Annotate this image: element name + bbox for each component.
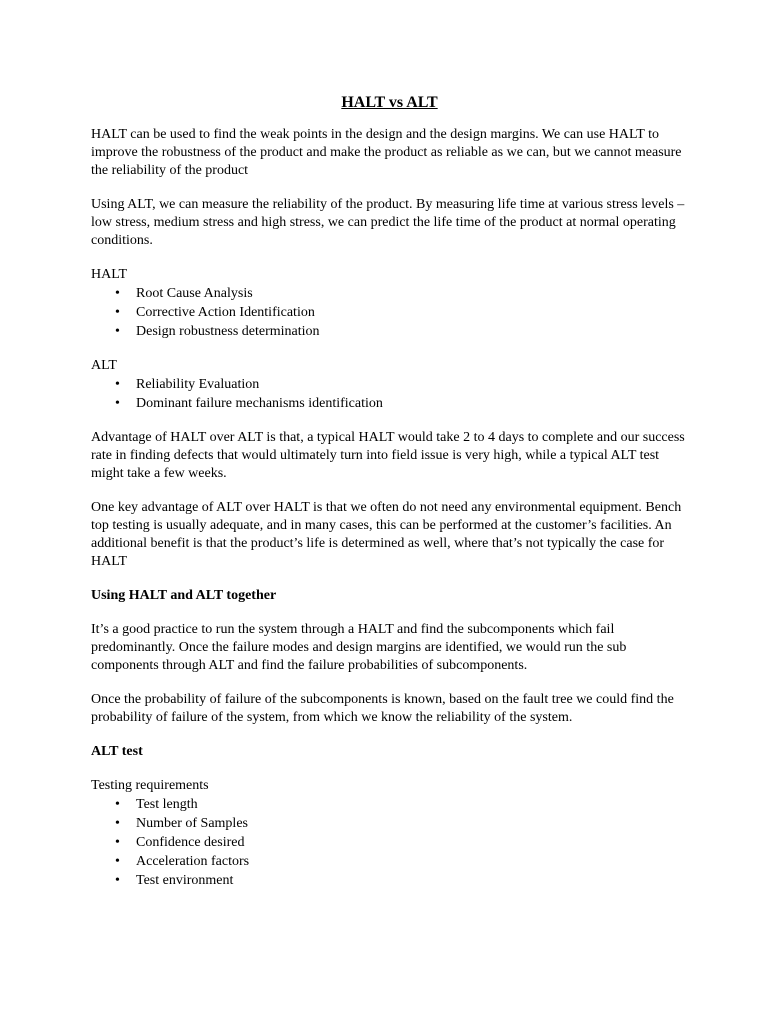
list-item-text: Test length bbox=[136, 797, 198, 812]
testing-requirements-list bbox=[91, 795, 688, 890]
list-item-text: Confidence desired bbox=[136, 835, 245, 850]
bullet-icon: • bbox=[115, 816, 120, 831]
alt-list bbox=[91, 375, 688, 413]
halt-list bbox=[91, 284, 688, 341]
bullet-icon: • bbox=[115, 854, 120, 869]
alt-test-heading: ALT test bbox=[91, 744, 143, 759]
list-item bbox=[115, 852, 688, 871]
together-paragraph-2: Once the probability of failure of the subcomponents is known, based on the fault tree we could find the probability of failure of the system, from which we know the reliability of the system. bbox=[91, 692, 674, 725]
list-item-text: Number of Samples bbox=[136, 816, 248, 831]
list-item bbox=[115, 322, 688, 341]
bullet-icon: • bbox=[115, 324, 120, 339]
list-item bbox=[115, 303, 688, 322]
comparison-paragraph-1: Advantage of HALT over ALT is that, a typical HALT would take 2 to 4 days to complete and our success rate in finding defects that would ultimately turn into field issue is very high, while a typical ALT test might take a few weeks. bbox=[91, 430, 685, 481]
halt-list-label: HALT bbox=[91, 267, 128, 282]
list-item bbox=[115, 394, 688, 413]
list-item bbox=[115, 375, 688, 394]
list-item bbox=[115, 833, 688, 852]
bullet-icon: • bbox=[115, 286, 120, 301]
together-paragraph-1: It’s a good practice to run the system through a HALT and find the subcomponents which fail predominantly. Once the failure modes and design margins are identified, we would run the sub components through ALT and find the failure probabilities of subcomponents. bbox=[91, 622, 627, 673]
bullet-icon: • bbox=[115, 305, 120, 320]
list-item-text: Root Cause Analysis bbox=[136, 286, 253, 301]
testing-requirements-label: Testing requirements bbox=[91, 778, 209, 793]
intro-paragraph-1: HALT can be used to find the weak points in the design and the design margins. We can use HALT to improve the robustness of the product and make the product as reliable as we can, but we cannot measure the reliability of the product bbox=[91, 127, 682, 178]
alt-list-label: ALT bbox=[91, 358, 117, 373]
list-item bbox=[115, 814, 688, 833]
intro-paragraph-2: Using ALT, we can measure the reliability of the product. By measuring life time at various stress levels – low stress, medium stress and high stress, we can predict the life time of the product at normal operating conditions. bbox=[91, 197, 685, 248]
bullet-icon: • bbox=[115, 835, 120, 850]
bullet-icon: • bbox=[115, 873, 120, 888]
list-item-text: Dominant failure mechanisms identification bbox=[136, 396, 383, 411]
list-item-text: Reliability Evaluation bbox=[136, 377, 260, 392]
list-item bbox=[115, 284, 688, 303]
bullet-icon: • bbox=[115, 396, 120, 411]
bullet-icon: • bbox=[115, 797, 120, 812]
list-item-text: Acceleration factors bbox=[136, 854, 250, 869]
list-item-text: Test environment bbox=[136, 873, 234, 888]
together-heading: Using HALT and ALT together bbox=[91, 588, 277, 603]
list-item-text: Corrective Action Identification bbox=[136, 305, 315, 320]
document-title: HALT vs ALT bbox=[341, 94, 438, 111]
list-item bbox=[115, 871, 688, 890]
bullet-icon: • bbox=[115, 377, 120, 392]
list-item bbox=[115, 795, 688, 814]
list-item-text: Design robustness determination bbox=[136, 324, 320, 339]
comparison-paragraph-2: One key advantage of ALT over HALT is that we often do not need any environmental equipment. Bench top testing is usually adequate, and in many cases, this can be performed at the customer’s facilities. An additional benefit is that the product’s life is determined as well, where that’s not typically the case for HALT bbox=[91, 500, 682, 569]
